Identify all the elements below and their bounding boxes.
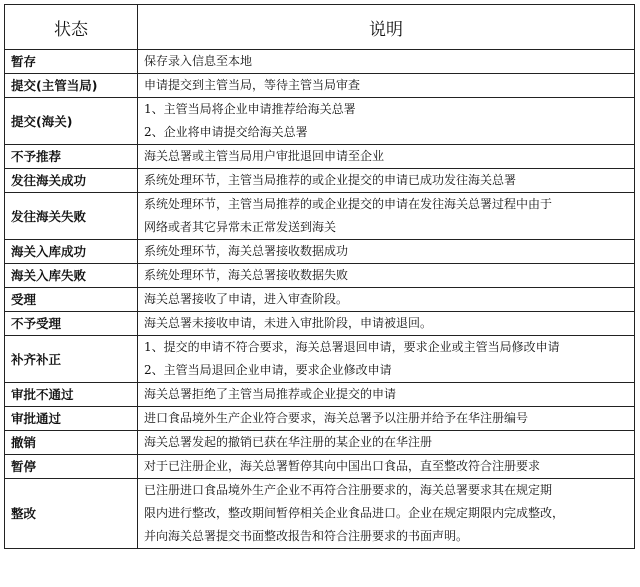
status-cell: 海关入库失败: [5, 264, 138, 288]
description-line: 系统处理环节，海关总署接收数据成功: [144, 244, 349, 258]
table-row: [5, 145, 635, 169]
status-cell: 受理: [5, 288, 138, 312]
description-line: 保存录入信息至本地: [144, 54, 253, 68]
status-cell: 撤销: [5, 431, 138, 455]
table-row: [5, 288, 635, 312]
description-line: 1、提交的申请不符合要求，海关总署退回申请，要求企业或主管当局修改申请: [144, 340, 560, 354]
table-body: [5, 50, 635, 549]
description-cell: [138, 50, 635, 74]
table-row: [5, 312, 635, 336]
description-cell: [138, 98, 635, 145]
table-row: [5, 74, 635, 98]
description-column-header: 说明: [138, 5, 635, 50]
status-cell: 审批通过: [5, 407, 138, 431]
description-cell: [138, 455, 635, 479]
table-row: [5, 98, 635, 145]
description-line: 系统处理环节，主管当局推荐的或企业提交的申请在发往海关总署过程中由于: [144, 197, 553, 211]
table-row: [5, 479, 635, 549]
description-line: 系统处理环节，主管当局推荐的或企业提交的申请已成功发往海关总署: [144, 173, 517, 187]
description-cell: [138, 407, 635, 431]
description-cell: [138, 169, 635, 193]
description-line: 并向海关总署提交书面整改报告和符合注册要求的书面声明。: [144, 529, 469, 543]
status-cell: 补齐补正: [5, 336, 138, 383]
description-line: 申请提交到主管当局，等待主管当局审查: [144, 78, 361, 92]
status-column-header: 状态: [5, 5, 138, 50]
description-line: 海关总署发起的撤销已获在华注册的某企业的在华注册: [144, 435, 433, 449]
description-cell: [138, 479, 635, 549]
description-line: 海关总署未接收申请，未进入审批阶段，申请被退回。: [144, 316, 433, 330]
status-cell: 发往海关成功: [5, 169, 138, 193]
description-line: 已注册进口食品境外生产企业不再符合注册要求的，海关总署要求其在规定期: [144, 483, 553, 497]
description-cell: [138, 336, 635, 383]
description-line: 系统处理环节，海关总署接收数据失败: [144, 268, 349, 282]
description-cell: [138, 312, 635, 336]
status-description-table: [4, 4, 635, 549]
table-row: [5, 455, 635, 479]
description-line: 限内进行整改，整改期间暂停相关企业食品进口。企业在规定期限内完成整改，: [144, 506, 565, 520]
table-row: [5, 407, 635, 431]
description-line: 进口食品境外生产企业符合要求，海关总署予以注册并给予在华注册编号: [144, 411, 529, 425]
description-line: 网络或者其它异常未正常发送到海关: [144, 220, 337, 234]
table-row: [5, 240, 635, 264]
description-line: 1、主管当局将企业申请推荐给海关总署: [144, 102, 356, 116]
description-line: 2、主管当局退回企业申请，要求企业修改申请: [144, 363, 392, 377]
status-cell: 提交(海关): [5, 98, 138, 145]
status-cell: 整改: [5, 479, 138, 549]
table-header-row: [5, 5, 635, 50]
status-cell: 提交(主管当局): [5, 74, 138, 98]
table-row: [5, 431, 635, 455]
status-cell: 不予推荐: [5, 145, 138, 169]
status-cell: 审批不通过: [5, 383, 138, 407]
description-cell: [138, 240, 635, 264]
table-row: [5, 193, 635, 240]
description-cell: [138, 264, 635, 288]
description-cell: [138, 145, 635, 169]
status-cell: 暂停: [5, 455, 138, 479]
description-line: 2、企业将申请提交给海关总署: [144, 125, 308, 139]
table-row: [5, 264, 635, 288]
description-line: 海关总署拒绝了主管当局推荐或企业提交的申请: [144, 387, 397, 401]
status-cell: 不予受理: [5, 312, 138, 336]
status-cell: 发往海关失败: [5, 193, 138, 240]
description-line: 海关总署接收了申请，进入审查阶段。: [144, 292, 349, 306]
table-row: [5, 336, 635, 383]
description-line: 对于已注册企业，海关总署暂停其向中国出口食品，直至整改符合注册要求: [144, 459, 541, 473]
description-cell: [138, 288, 635, 312]
status-cell: 海关入库成功: [5, 240, 138, 264]
description-cell: [138, 193, 635, 240]
status-cell: 暂存: [5, 50, 138, 74]
table-row: [5, 383, 635, 407]
description-line: 海关总署或主管当局用户审批退回申请至企业: [144, 149, 385, 163]
description-cell: [138, 383, 635, 407]
description-cell: [138, 431, 635, 455]
table-row: [5, 169, 635, 193]
description-cell: [138, 74, 635, 98]
table-row: [5, 50, 635, 74]
